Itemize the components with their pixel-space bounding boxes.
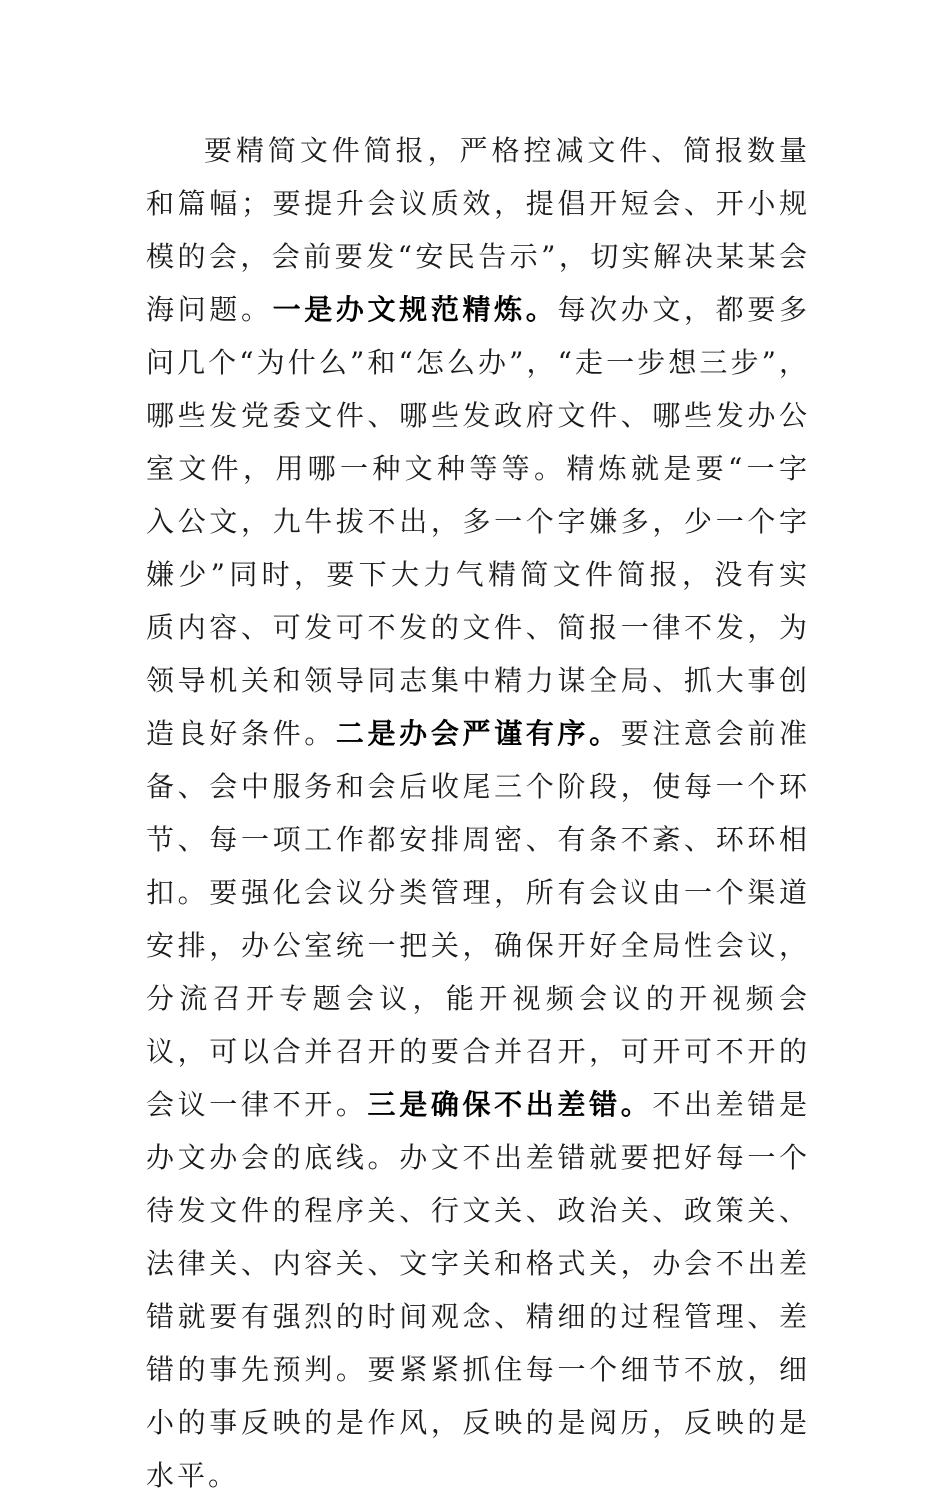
point-two-text: 要注意会前准备、会中服务和会后收尾三个阶段，使每一个环节、每一项工作都安排周密、有条不紊、环环相扣。要强化会议分类管理，所有会议由一个渠道安排，办公室统一把关，确保开好全局性会议，分流召开专题会议，能开视频会议的开视频会议，可以合并召开的要合并召开，可开可不开的会议一律不开。 bbox=[146, 717, 810, 1121]
body-paragraph bbox=[146, 124, 810, 1502]
heading-point-one: 一是办文规范精炼。 bbox=[272, 293, 558, 326]
point-one-text: 每次办文，都要多问几个“为什么”和“怎么办”，“走一步想三步”，哪些发党委文件、哪些发政府文件、哪些发办公室文件，用哪一种文种等等。精炼就是要“一字入公文，九牛拔不出，多一个字嫌多，少一个字嫌少”同时，要下大力气精简文件简报，没有实质内容、可发可不发的文件、简报一律不发，为领导机关和领导同志集中精力谋全局、抓大事创造良好条件。 bbox=[146, 293, 810, 750]
point-three-text: 不出差错是办文办会的底线。办文不出差错就要把好每一个待发文件的程序关、行文关、政治关、政策关、法律关、内容关、文字关和格式关，办会不出差错就要有强烈的时间观念、精细的过程管理、差错的事先预判。要紧紧抓住每一个细节不放，细小的事反映的是作风，反映的是阅历，反映的是水平。 bbox=[146, 1088, 810, 1492]
intro-text: 要精简文件简报，严格控减文件、简报数量和篇幅；要提升会议质效，提倡开短会、开小规模的会，会前要发“安民告示”，切实解决某某会海问题。 bbox=[146, 134, 810, 326]
heading-point-two: 二是办会严谨有序。 bbox=[335, 717, 621, 750]
heading-point-three: 三是确保不出差错。 bbox=[367, 1088, 653, 1121]
